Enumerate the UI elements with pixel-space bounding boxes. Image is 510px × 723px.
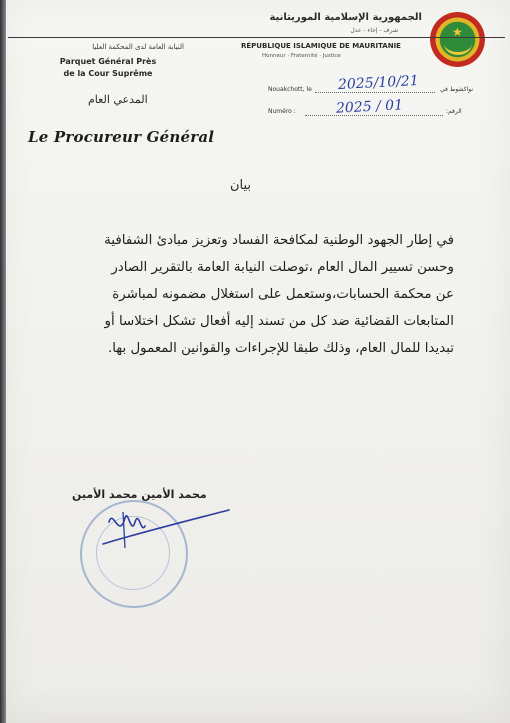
handwritten-signature: [95, 500, 235, 560]
statement-title: بيان: [230, 178, 252, 193]
statement-line: المتابعات القضائية ضد كل من تسند إليه أفعال تشكل اختلاسا أو: [104, 314, 454, 329]
number-dotted-line: [305, 115, 443, 116]
handwritten-date: 2025/10/21: [337, 72, 420, 94]
parquet-name-fr-line1: Parquet Général Près: [59, 57, 157, 66]
parquet-name-fr-line2: de la Cour Suprême: [63, 69, 153, 78]
place-date-label-ar: نواكشوط في: [440, 86, 474, 93]
republic-name-ar: الجمهورية الإسلامية الموريتانية: [269, 12, 422, 23]
statement-line: في إطار الجهود الوطنية لمكافحة الفساد وتعزيز مبادئ الشفافية: [104, 233, 454, 248]
photo-edge: [0, 0, 6, 723]
procureur-title-fr: Le Procureur Général: [28, 128, 215, 146]
header-divider: [8, 37, 505, 38]
statement-line: وحسن تسيير المال العام ،توصلت النيابة العامة بالتقرير الصادر: [111, 260, 454, 275]
number-label-ar: الرقم:: [446, 108, 462, 115]
signer-name: محمد الأمين محمد الأمين: [72, 488, 207, 501]
parquet-name-ar: النيابة العامة لدى المحكمة العليا: [92, 43, 184, 51]
date-dotted-line: [315, 92, 435, 93]
number-label-fr: Numéro :: [268, 108, 296, 115]
place-date-label-fr: Nouakchott, le: [268, 86, 312, 93]
republic-name-fr: RÉPUBLIQUE ISLAMIQUE DE MAURITANIE: [241, 42, 401, 50]
national-seal-icon: [430, 12, 485, 67]
motto-fr: Honneur · Fraternité · Justice: [262, 53, 341, 59]
motto-ar: شرف - إخاء - عدل: [350, 27, 398, 34]
seal-star-icon: ★: [452, 25, 463, 39]
statement-line: عن محكمة الحسابات،وستعمل على استغلال مضمونه لمباشرة: [112, 287, 454, 302]
handwritten-number: 2025 / 01: [335, 97, 404, 117]
procureur-title-ar: المدعي العام: [88, 93, 148, 106]
statement-line: تبديدا للمال العام، وذلك طبقا للإجراءات والقوانين المعمول بها.: [107, 341, 454, 356]
